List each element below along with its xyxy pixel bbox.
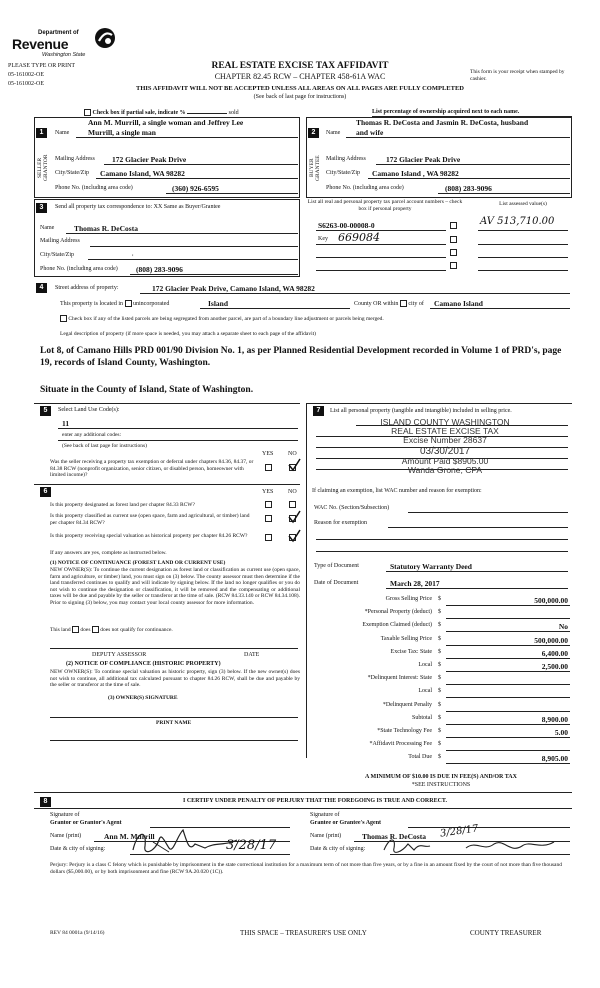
- does-not-label: does not qualify for continuance.: [100, 626, 173, 633]
- q-current-use: Is this property classified as current use (open space, farm and agricultural, or timber) land per chapter 84.34 RCW?: [50, 513, 250, 526]
- current-use-no-checkmark-icon: [287, 510, 301, 524]
- please-type: PLEASE TYPE OR PRINT: [8, 63, 76, 69]
- additional-codes: enter any additional codes:: [62, 432, 122, 438]
- exemption-no-checkmark-icon: [287, 458, 301, 472]
- section-2-number: 2: [308, 128, 319, 138]
- located-value: Island: [208, 299, 229, 308]
- grantee-name-print: Thomas R. DeCosta: [362, 832, 426, 841]
- logo-line2: Revenue: [12, 36, 69, 52]
- stamp-line-2: REAL ESTATE EXCISE TAX: [391, 426, 499, 437]
- fee-symbol: $: [438, 675, 441, 682]
- fee-label: *Delinquent Penalty: [382, 701, 432, 708]
- dor-logo-icon: [94, 27, 116, 49]
- city-of-value: Camano Island: [434, 299, 483, 308]
- fee-value: 8,900.00: [541, 714, 568, 724]
- grantee-city-label: City/State/Zip: [326, 170, 360, 176]
- parcel-3-checkbox[interactable]: [450, 249, 457, 256]
- forest-yes-checkbox[interactable]: [265, 501, 272, 508]
- fee-label: Excise Tax: State: [390, 648, 432, 655]
- stamp-line-6: Wanda Grone, CPA: [407, 464, 483, 475]
- legal-label: Legal description of property (if more space is needed, you may attach a separate sheet to each page of the affidavit): [60, 331, 316, 337]
- dor-logo: [8, 27, 118, 63]
- grantor-city-label: City/State/Zip: [55, 170, 89, 176]
- grantor-agent-label: Grantor or Grantor's Agent: [50, 820, 122, 826]
- section-4-number: 4: [36, 283, 47, 293]
- doc-type-value: Statutory Warranty Deed: [390, 562, 472, 571]
- land-use-value: 11: [62, 419, 70, 428]
- receipt-note: This form is your receipt when stamped by cashier.: [470, 69, 565, 82]
- county-treasurer: COUNTY TREASURER: [470, 929, 542, 937]
- grantee-sig-label: Signature of: [310, 812, 340, 818]
- treasurer-use: THIS SPACE – TREASURER'S USE ONLY: [240, 929, 367, 937]
- form-title: REAL ESTATE EXCISE TAX AFFIDAVIT: [211, 61, 389, 71]
- fee-symbol: $: [438, 622, 441, 629]
- notice1-title: (1) NOTICE OF CONTINUANCE (FOREST LAND OR CURRENT USE): [50, 560, 226, 566]
- grantee-signature: [380, 832, 560, 860]
- grantor-date-hand: 3/28/17: [226, 838, 277, 853]
- fee-label: Exemption Claimed (deduct): [362, 622, 432, 629]
- see-back: (See back of last page for instructions): [62, 443, 147, 449]
- fee-symbol: $: [438, 596, 441, 602]
- segregated-row: [60, 315, 384, 322]
- grantor-phone-label: Phone No. (including area code): [55, 185, 133, 191]
- perjury-notice: Perjury: Perjury is a class C felony which is punishable by imprisonment in the state correctional institution for a maximum term of not more than five years, or by a fine in an amount fixed by the court of not more than five thousand dollars ($5,000.00), or by both imprisonment and fine (RCW 9A.20.020 (1C)).: [50, 862, 562, 875]
- grantor-phone-value: (360) 926-6595: [172, 184, 219, 193]
- parcel-header: List all real and personal property tax parcel account numbers – check box if personal property: [307, 199, 463, 212]
- partial-sale-label: Check box if partial sale, indicate %: [92, 109, 186, 116]
- logo-line3: Washington State: [42, 52, 86, 58]
- ownership-note: List percentage of ownership acquired next to each name.: [372, 109, 520, 115]
- assessed-1: AV 513,710.00: [480, 216, 555, 227]
- fee-symbol: $: [438, 635, 441, 642]
- deputy-assessor-label: DEPUTY ASSESSOR: [92, 652, 147, 658]
- fee-label: *Personal Property (deduct): [364, 609, 432, 616]
- fee-value: 500,000.00: [534, 635, 568, 645]
- grantor-date-label: Date & city of signing:: [50, 846, 106, 852]
- notice2-title: (2) NOTICE OF COMPLIANCE (HISTORIC PROPERTY): [66, 661, 221, 667]
- fee-symbol: $: [438, 662, 441, 668]
- assessed-header: List assessed value(s): [499, 201, 547, 207]
- warning: THIS AFFIDAVIT WILL NOT BE ACCEPTED UNLESS ALL AREAS ON ALL PAGES ARE FULLY COMPLETED: [136, 85, 464, 92]
- see-instructions: *SEE INSTRUCTIONS: [411, 782, 471, 788]
- fee-label: *Delinquent Interest: State: [367, 675, 432, 682]
- section-1-number: 1: [36, 128, 47, 138]
- fee-label: Subtotal: [411, 714, 432, 721]
- fee-symbol: $: [438, 701, 441, 708]
- exemption-yes-checkbox[interactable]: [265, 464, 272, 471]
- personal-property-label: List all personal property (tangible and intangible) included in selling price.: [330, 408, 512, 414]
- grantor-name-label: Name: [55, 130, 70, 136]
- historic-no-checkmark-icon: [287, 529, 301, 543]
- fee-label: *Affidavit Processing Fee: [369, 741, 432, 748]
- grantee-name-print-label: Name (print): [310, 833, 342, 839]
- tax-phone-value: (808) 283-9096: [136, 265, 183, 274]
- grantor-side-label: SELLER GRANTOR: [37, 154, 49, 182]
- fee-label: *State Technology Fee: [377, 728, 432, 734]
- logo-line1: Department of: [38, 30, 79, 36]
- grantee-date-label: Date & city of signing:: [310, 846, 366, 852]
- doc-date-label: Date of Document: [314, 580, 359, 586]
- tax-city-label: City/State/Zip: [40, 252, 74, 258]
- fee-value: 500,000.00: [534, 596, 568, 605]
- grantee-name-label: Name: [326, 130, 341, 136]
- historic-yes-checkbox[interactable]: [265, 534, 272, 541]
- section-3-number: 3: [36, 203, 47, 213]
- parcel-2-hand: 669084: [338, 231, 380, 244]
- date-label: DATE: [244, 652, 260, 658]
- forest-no-checkbox[interactable]: [289, 501, 296, 508]
- does-checkbox[interactable]: [72, 626, 79, 633]
- doc-type-label: Type of Document: [314, 563, 359, 569]
- q-forest: Is this property designated as forest land per chapter 84.33 RCW?: [50, 502, 195, 508]
- fee-symbol: $: [438, 741, 441, 748]
- situate: Situate in the County of Island, State of Washington.: [40, 385, 254, 395]
- tax-name-value: Thomas R. DeCosta: [74, 224, 138, 233]
- owner-signature-label: (3) OWNER(S) SIGNATURE: [108, 695, 178, 701]
- fee-symbol: $: [438, 754, 441, 761]
- fee-symbol: $: [438, 648, 441, 655]
- fee-value: 6,400.00: [541, 648, 568, 658]
- legal-description: Lot 8, of Camano Hills PRD 001/90 Division No. 1, as per Planned Residential Development recorded in Volume 1 of PRD's, page 19, records of Island County, Washington.: [40, 346, 562, 368]
- unincorporated-label: unincorporated: [133, 300, 170, 307]
- exemption-question: Was the seller receiving a property tax exemption or deferral under chapters 84.36, 84.37, or 84.38 RCW (nonprofit organization, senior citizen, or disabled person, homeowner with limited income)?: [50, 459, 254, 478]
- fee-value: 2,500.00: [541, 662, 568, 671]
- grantee-mailing-label: Mailing Address: [326, 156, 366, 162]
- fee-symbol: $: [438, 728, 441, 734]
- grantee-date-hand: 3/28/17: [439, 823, 480, 840]
- located-row: [60, 300, 169, 307]
- tax-name-label: Name: [40, 225, 55, 231]
- form-subtitle: CHAPTER 82.45 RCW – CHAPTER 458-61A WAC: [214, 72, 386, 81]
- parcel-1-checkbox[interactable]: [450, 222, 457, 229]
- city-row: [354, 300, 424, 307]
- section-6-number: 6: [40, 487, 51, 497]
- fee-label: Taxable Selling Price: [380, 635, 432, 642]
- grantee-name-line1: Thomas R. DeCosta and Jasmin R. DeCosta, husband: [356, 118, 529, 127]
- exemption-claim-label: If claiming an exemption, list WAC number and reason for exemption:: [312, 488, 482, 494]
- city-of-label: city of: [408, 300, 424, 307]
- notice1-body: NEW OWNER(S): To continue the current designation as forest land or classification as current use (open space, farm and agriculture, or timber) land, you must sign on (3) below. The county assessor must then determine if the land transferred continues to qualify and will indicate by signing below. If the land no longer qualifies or you do not wish to continue the designation or classification, it will be removed and the compensating or additional taxes will be due and payable by the seller or transferor at the time of sale. (RCW 84.33.140 or RCW 84.34.108). Prior to signing (3) below, you may contact your local county assessor for more information.: [50, 567, 300, 606]
- fee-label: Local: [418, 688, 432, 695]
- segregated-label: Check box if any of the listed parcels are being segregated from another parcel, are part of a boundary line adjustment or parcels being merged.: [68, 315, 384, 322]
- stamp-line-3: Excise Number 28637: [403, 435, 487, 446]
- grantor-mailing-value: 172 Glacier Peak Drive: [112, 155, 187, 164]
- grantor-name-print: Ann M. Murrill: [104, 832, 155, 841]
- s6-yes: YES: [262, 489, 274, 495]
- segregated-checkbox[interactable]: [60, 315, 67, 322]
- grantee-city-value: Camano Island , WA 98282: [372, 169, 459, 178]
- s6-no: NO: [288, 489, 297, 495]
- rev-number: REV 84 0001a (9/14/16): [50, 930, 105, 936]
- s5-yes: YES: [262, 451, 274, 457]
- current-use-yes-checkbox[interactable]: [265, 515, 272, 522]
- street-label: Street address of property:: [55, 285, 119, 291]
- does-not-checkbox[interactable]: [92, 626, 99, 633]
- if-any-yes: If any answers are yes, complete as instructed below.: [50, 550, 167, 556]
- reason-label: Reason for exemption: [314, 520, 367, 526]
- tax-mailing-label: Mailing Address: [40, 238, 80, 244]
- section-8-number: 8: [40, 797, 51, 807]
- s5-no: NO: [288, 451, 297, 457]
- form-code-1: 05-161002-OE: [8, 72, 44, 78]
- notice2-body: NEW OWNER(S): To continue special valuation as historic property, sign (3) below. If the new owner(s) does not wish to continue, all additional tax calculated pursuant to chapter 84.26 RCW, shall be due and payable by the seller or transferor at the time of sale.: [50, 669, 300, 689]
- parcel-2-checkbox[interactable]: [450, 236, 457, 243]
- correspondence-label: Send all property tax correspondence to: XX Same as Buyer/Grantee: [55, 204, 221, 210]
- doc-date-value: March 28, 2017: [390, 579, 440, 588]
- grantee-agent-label: Grantee or Grantee's Agent: [310, 820, 382, 826]
- fee-label: Gross Selling Price: [385, 596, 432, 602]
- sold-label: sold: [228, 109, 239, 116]
- stamp-line-5: Amount Paid $8905.00: [401, 455, 489, 466]
- does-label: does: [80, 626, 91, 633]
- minimum-due: A MINIMUM OF $10.00 IS DUE IN FEE(S) AND/OR TAX: [365, 774, 517, 780]
- tax-phone-label: Phone No. (including area code): [40, 266, 118, 272]
- grantor-city-value: Camano Island, WA 98282: [100, 169, 185, 178]
- grantor-name-line1: Ann M. Murrill, a single woman and Jeffrey Lee: [88, 118, 244, 127]
- unincorporated-checkbox[interactable]: [125, 300, 132, 307]
- parcel-1: S6263-00-00008-0: [318, 221, 375, 230]
- section-7-number: 7: [313, 406, 324, 416]
- grantee-phone-label: Phone No. (including area code): [326, 185, 404, 191]
- parcel-4-checkbox[interactable]: [450, 262, 457, 269]
- tax-city-value: ,: [132, 251, 134, 257]
- parcel-2-prefix: Key: [318, 236, 328, 242]
- q-historic: Is this property receiving special valuation as historical property per chapter 84.26 RCW?: [50, 533, 248, 539]
- certify-statement: I CERTIFY UNDER PENALTY OF PERJURY THAT THE FOREGOING IS TRUE AND CORRECT.: [182, 798, 447, 804]
- grantor-sig-label: Signature of: [50, 812, 80, 818]
- partial-sale-checkbox[interactable]: [84, 109, 91, 116]
- grantee-side-label: BUYER GRANTEE: [309, 155, 321, 181]
- grantor-mailing-label: Mailing Address: [55, 156, 95, 162]
- fee-label: Total Due: [408, 754, 432, 761]
- grantor-name-line2: Murrill, a single man: [88, 128, 156, 137]
- fee-symbol: $: [438, 714, 441, 721]
- treasurer-stamp: [360, 418, 530, 475]
- fee-value: No: [558, 622, 568, 632]
- grantee-mailing-value: 172 Glacier Peak Drive: [386, 155, 461, 164]
- print-name-label: PRINT NAME: [156, 720, 192, 726]
- this-land-label: This land: [50, 626, 71, 633]
- land-use-label: Select Land Use Code(s):: [58, 407, 120, 413]
- section-5-number: 5: [40, 406, 51, 416]
- fee-symbol: $: [438, 688, 441, 695]
- grantor-name-print-label: Name (print): [50, 833, 82, 839]
- instructions-note: (See back of last page for instructions): [253, 94, 347, 100]
- wac-no-label: WAC No. (Section/Subsection): [314, 505, 390, 511]
- city-of-checkbox[interactable]: [400, 300, 407, 307]
- county-label: County OR within: [354, 300, 399, 307]
- partial-sale-row: [84, 109, 239, 116]
- stamp-line-1: ISLAND COUNTY WASHINGTON: [380, 417, 510, 427]
- fee-value: 8,905.00: [541, 754, 568, 764]
- street-value: 172 Glacier Peak Drive, Camano Island, WA 98282: [152, 284, 315, 293]
- fee-value: 5.00: [554, 728, 568, 737]
- this-land-row: [50, 626, 173, 633]
- grantee-name-line2: and wife: [356, 128, 384, 137]
- stamp-line-4: 03/30/2017: [419, 445, 471, 457]
- fee-label: Local: [418, 662, 432, 668]
- form-code-2: 05-161002-OE: [8, 81, 44, 87]
- grantee-phone-value: (808) 283-9096: [445, 184, 492, 193]
- located-label: This property is located in: [60, 300, 123, 307]
- fee-symbol: $: [438, 609, 441, 616]
